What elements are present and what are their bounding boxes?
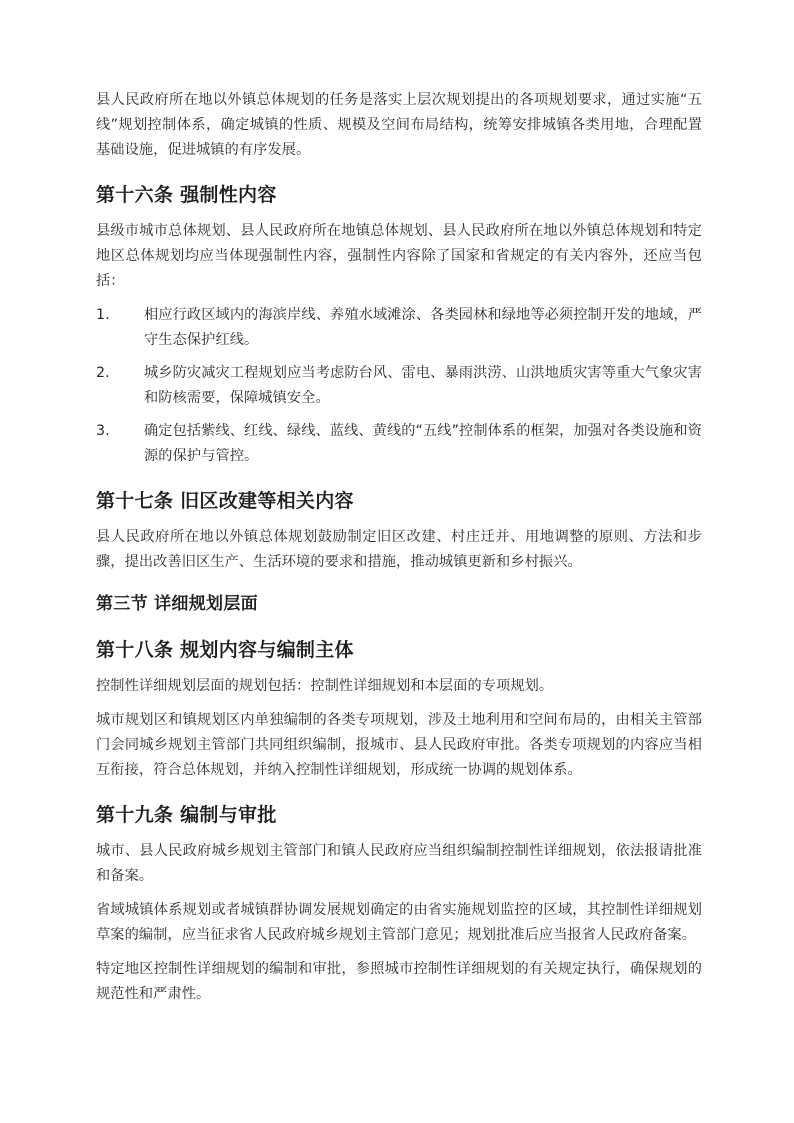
list-item-number: 1.	[96, 307, 110, 323]
list-item-text: 城乡防灾减灾工程规划应当考虑防台风、雷电、暴雨洪涝、山洪地质灾害等重大气象灾害和防核需要，保障城镇安全。	[144, 365, 702, 406]
article-16-list	[96, 303, 702, 469]
intro-paragraph: 县人民政府所在地以外镇总体规划的任务是落实上层次规划提出的各项规划要求，通过实施“五线”规划控制体系，确定城镇的性质、规模及空间布局结构，统筹安排城镇各类用地，合理配置基础设施，促进城镇的有序发展。	[96, 92, 702, 158]
article-16-paragraph: 县级市城市总体规划、县人民政府所在地镇总体规划、县人民政府所在地以外镇总体规划和特定地区总体规划均应当体现强制性内容，强制性内容除了国家和省规定的有关内容外，还应当包括：	[96, 223, 702, 289]
article-16-heading: 第十六条 强制性内容	[96, 184, 277, 206]
article-18-paragraph-2: 城市规划区和镇规划区内单独编制的各类专项规划，涉及土地利用和空间布局的，由相关主管部门会同城乡规划主管部门共同组织编制，报城市、县人民政府审批。各类专项规划的内容应当相互衔接，符合总体规划，并纳入控制性详细规划，形成统一协调的规划体系。	[96, 712, 702, 778]
article-18-heading: 第十八条 规划内容与编制主体	[96, 639, 354, 661]
article-19-paragraph-3: 特定地区控制性详细规划的编制和审批，参照城市控制性详细规划的有关规定执行，确保规划的规范性和严肃性。	[96, 961, 702, 1002]
article-19-heading: 第十九条 编制与审批	[96, 804, 277, 826]
list-item	[96, 419, 702, 469]
list-item-number: 2.	[96, 365, 110, 381]
document-page	[96, 88, 702, 1016]
article-17-heading: 第十七条 旧区改建等相关内容	[96, 490, 354, 512]
article-19-paragraph-2: 省域城镇体系规划或者城镇群协调发展规划确定的由省实施规划监控的区域，其控制性详细规划草案的编制，应当征求省人民政府城乡规划主管部门意见；规划批准后应当报省人民政府备案。	[96, 902, 702, 943]
list-item-number: 3.	[96, 423, 110, 439]
article-18-paragraph-1: 控制性详细规划层面的规划包括：控制性详细规划和本层面的专项规划。	[96, 678, 554, 694]
list-item-text: 相应行政区域内的海滨岸线、养殖水域滩涂、各类园林和绿地等必须控制开发的地域，严守生态保护红线。	[144, 307, 702, 348]
section-3-heading: 第三节 详细规划层面	[96, 594, 258, 614]
list-item	[96, 361, 702, 411]
article-17-paragraph: 县人民政府所在地以外镇总体规划鼓励制定旧区改建、村庄迁并、用地调整的原则、方法和步骤，提出改善旧区生产、生活环境的要求和措施，推动城镇更新和乡村振兴。	[96, 529, 702, 570]
article-19-paragraph-1: 城市、县人民政府城乡规划主管部门和镇人民政府应当组织编制控制性详细规划，依法报请批准和备案。	[96, 843, 702, 884]
list-item	[96, 303, 702, 353]
list-item-text: 确定包括紫线、红线、绿线、蓝线、黄线的“五线”控制体系的框架，加强对各类设施和资源的保护与管控。	[144, 423, 702, 464]
